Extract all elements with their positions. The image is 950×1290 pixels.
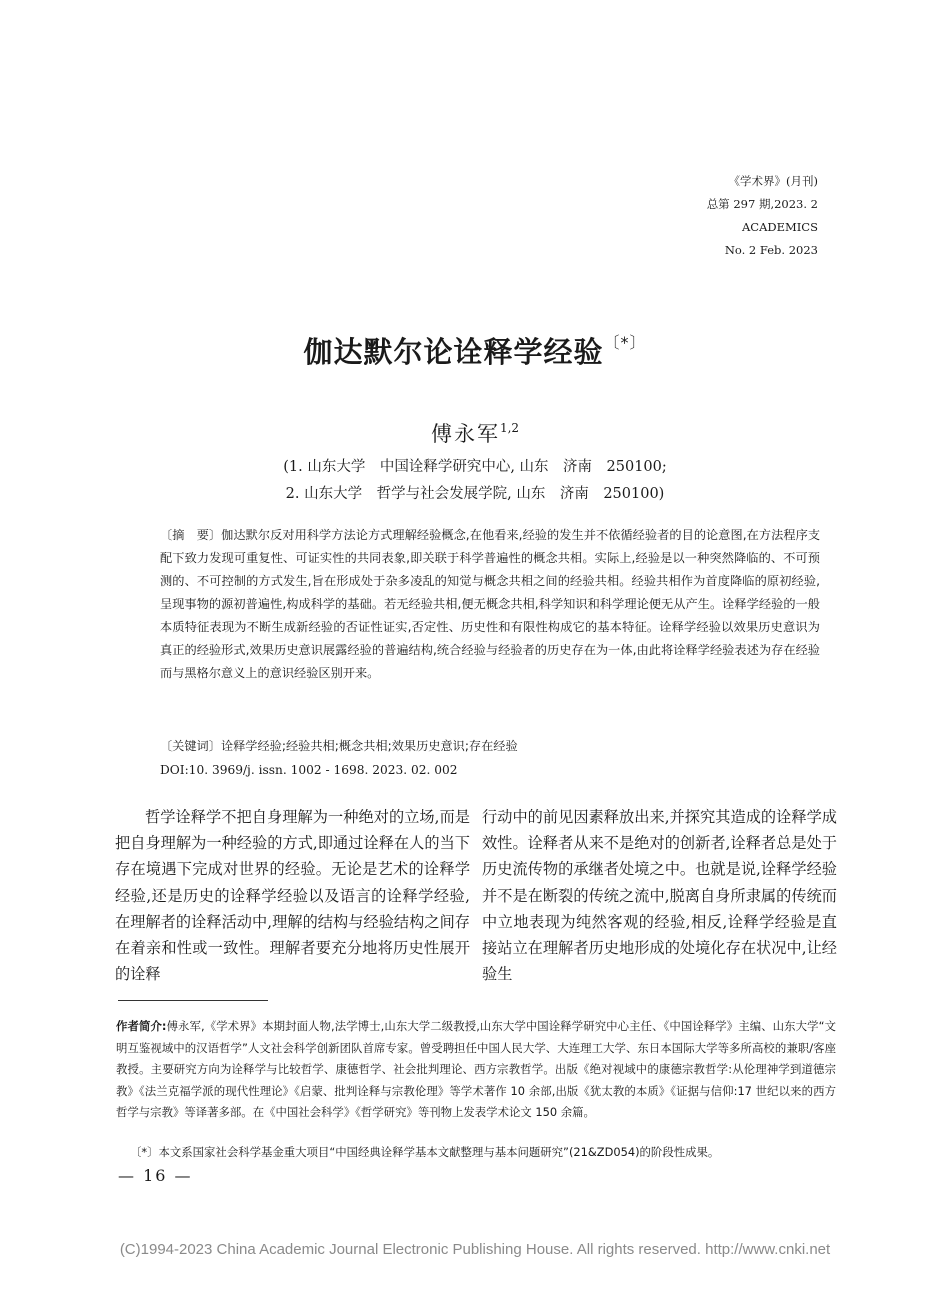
author-name: 傅永军	[430, 422, 500, 446]
journal-name: 《学术界》(月刊)	[728, 174, 818, 188]
author-bio-label: 作者简介:	[116, 1019, 167, 1033]
article-title-text: 伽达默尔论诠释学经验	[303, 335, 604, 369]
author-affiliation-mark: 1,2	[499, 421, 520, 435]
journal-issue: 总第 297 期,2023. 2	[706, 197, 818, 211]
title-footnote-mark[interactable]: 〔*〕	[603, 333, 647, 352]
abstract-label: 〔摘 要〕	[160, 528, 222, 542]
page-number: — 16 —	[118, 1166, 193, 1185]
keywords-label: 〔关键词〕	[160, 739, 221, 753]
keywords-text: 诠释学经验;经验共相;概念共相;效果历史意识;存在经验	[220, 739, 518, 753]
affiliation-2: 2. 山东大学 哲学与社会发展学院, 山东 济南 250100)	[285, 486, 665, 502]
author-bio-footnote	[116, 1016, 836, 1124]
author-line	[0, 418, 950, 448]
abstract-text: 伽达默尔反对用科学方法论方式理解经验概念,在他看来,经验的发生并不依循经验者的目的论意图,在方法程序支配下致力发现可重复性、可证实性的共同表象,即关联于科学普遍性的概念共相。实际上,经验是以一种突然降临的、不可预测的、不可控制的方式发生,旨在形成处于杂多凌乱的知觉与概念共相之间的经验共相。经验共相作为首度降临的原初经验,呈现事物的源初普遍性,构成科学的基础。若无经验共相,便无概念共相,科学知识和科学理论便无从产生。诠释学经验的一般本质特征表现为不断生成新经验的否证性证实,否定性、历史性和有限性构成它的基本特征。诠释学经验以效果历史意识为真正的经验形式,效果历史意识展露经验的普遍结构,统合经验与经验者的历史存在为一体,由此将诠释学经验表述为存在经验而与黑格尔意义上的意识经验区别开来。	[160, 528, 821, 680]
keywords	[160, 735, 820, 758]
fund-footnote: 〔*〕本文系国家社会科学基金重大项目“中国经典诠释学基本文献整理与基本问题研究”(21&ZD054)的阶段性成果。	[130, 1145, 720, 1159]
journal-issue-en: No. 2 Feb. 2023	[724, 243, 818, 257]
abstract	[160, 524, 820, 685]
article-title	[0, 330, 950, 371]
copyright-watermark: (C)1994-2023 China Academic Journal Electronic Publishing House. All rights reserved. http://www.cnki.net	[119, 1241, 831, 1258]
affiliation-1: (1. 山东大学 中国诠释学研究中心, 山东 济南 250100;	[283, 459, 667, 475]
author-bio-text: 傅永军,《学术界》本期封面人物,法学博士,山东大学二级教授,山东大学中国诠释学研究中心主任、《中国诠释学》主编、山东大学“文明互鉴视域中的汉语哲学”人文社会科学创新团队首席专家。曾受聘担任中国人民大学、大连理工大学、东日本国际大学等多所高校的兼职/客座教授。主要研究方向为诠释学与比较哲学、康德哲学、社会批判理论、西方宗教哲学。出版《绝对视域中的康德宗教哲学:从伦理神学到道德宗教》《法兰克福学派的现代性理论》《启蒙、批判诠释与宗教伦理》等学术著作 10 余部,出版《犹太教的本质》《证据与信仰:17 世纪以来的西方哲学与宗教》等译著多部。在《中国社会科学》《哲学研究》等刊物上发表学术论文 150 余篇。	[116, 1019, 836, 1119]
body-left-column: 哲学诠释学不把自身理解为一种绝对的立场,而是把自身理解为一种经验的方式,即通过诠释在人的当下存在境遇下完成对世界的经验。无论是艺术的诠释学经验,还是历史的诠释学经验以及语言的诠释学经验,在理解者的诠释活动中,理解的结构与经验结构之间存在着亲和性或一致性。理解者要充分地将历史性展开的诠释	[115, 808, 470, 984]
body-right-column: 行动中的前见因素释放出来,并探究其造成的诠释学成效性。诠释者从来不是绝对的创新者,诠释者总是处于历史流传物的承继者处境之中。也就是说,诠释学经验并不是在断裂的传统之流中,脱离自身所隶属的传统而中立地表现为纯然客观的经验,相反,诠释学经验是直接站立在理解者历史地形成的处境化存在状况中,让经验生	[482, 808, 837, 984]
journal-name-en: ACADEMICS	[741, 220, 818, 234]
doi[interactable]: DOI:10. 3969/j. issn. 1002 - 1698. 2023. 02. 002	[160, 763, 458, 777]
journal-masthead	[618, 170, 818, 262]
footnote-divider	[118, 1000, 268, 1001]
